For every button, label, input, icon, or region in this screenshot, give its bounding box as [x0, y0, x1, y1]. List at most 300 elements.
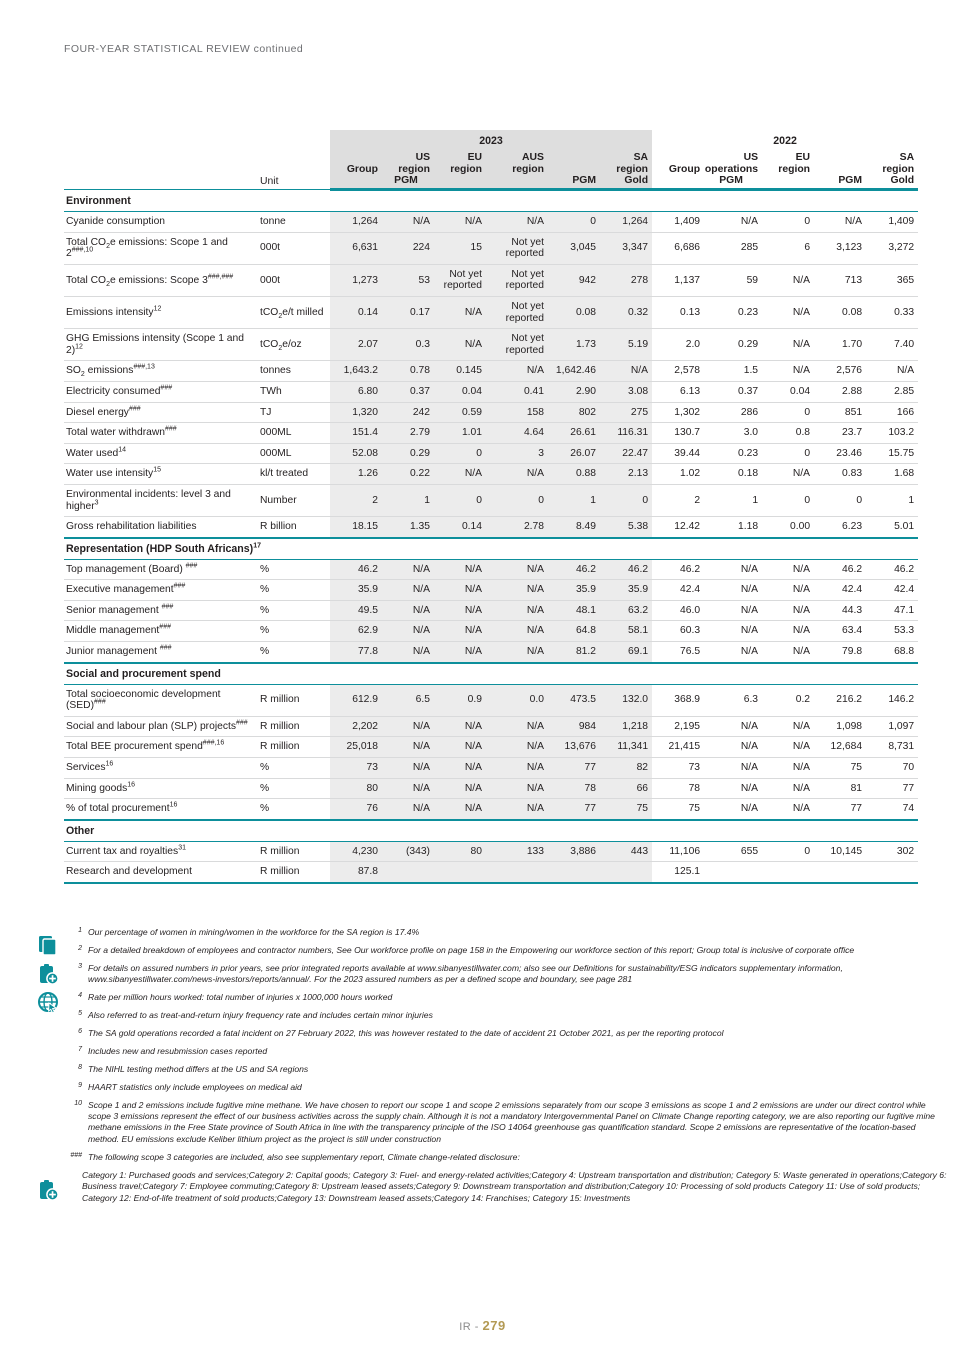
row-unit: 000ML [258, 423, 330, 444]
row-label: Middle management### [64, 621, 258, 642]
footnote-text: Our percentage of women in mining/women in the workforce for the SA region is 17.4% [88, 927, 420, 937]
table-cell: 132.0 [600, 684, 652, 716]
section-header-row [64, 663, 918, 685]
table-cell: 1.02 [652, 464, 704, 485]
row-unit: R million [258, 737, 330, 758]
row-label: GHG Emissions intensity (Scope 1 and 2)$^{12}$ [64, 329, 258, 361]
table-cell: 23.46 [814, 443, 866, 464]
table-cell [762, 862, 814, 883]
table-cell: N/A [382, 600, 434, 621]
table-cell: 23.7 [814, 423, 866, 444]
table-cell: 302 [866, 841, 918, 862]
row-label: Total $CO_2e$ emissions: Scope 1 and $2^{\#\#\#,10}$ [64, 232, 258, 264]
table-row [64, 862, 918, 883]
table-row [64, 402, 918, 423]
table-cell: N/A [486, 778, 548, 799]
table-cell: 6.23 [814, 517, 866, 538]
table-cell: 52.08 [330, 443, 382, 464]
table-cell: N/A [762, 464, 814, 485]
table-cell: 53.3 [866, 621, 918, 642]
table-cell: N/A [382, 580, 434, 601]
table-cell [866, 862, 918, 883]
table-cell: 78 [548, 778, 600, 799]
table-cell: 286 [704, 402, 762, 423]
sub-2023-pgm-left: PGM [382, 175, 434, 190]
scope3-categories-note: Category 1: Purchased goods and services;Category 2: Capital goods; Category 3: Fuel- and energy-related activities;Category 4: Upstream transportation and distribution; Category 5: Waste generated in operations;Category 6: Business travel;Category 7: Employee commuting;Category 8: Upstream leased assets;Category 9: Downstream transportation and distribution;Category 10: Processing of sold products Category 11: Use of sold products; Category 12: End-of-life treatment of sold products;Category 13: Downstream leased assets;Category 14: Franchises; Category 15: Investments [82, 1169, 947, 1203]
table-cell: 1,137 [652, 264, 704, 296]
table-cell: 1 [382, 484, 434, 516]
table-cell: 166 [866, 402, 918, 423]
row-label: Total $CO_2e$ emissions: Scope 3###,### [64, 264, 258, 296]
footnote-marker: 10 [74, 1099, 82, 1107]
footnote-marker: 1 [78, 927, 82, 934]
table-cell: N/A [382, 621, 434, 642]
table-cell: 0 [548, 212, 600, 233]
table-row [64, 212, 918, 233]
table-cell: N/A [704, 716, 762, 737]
row-label: Services$^{16}$ [64, 758, 258, 779]
table-cell [548, 862, 600, 883]
header-region-row [64, 152, 918, 175]
row-label: Cyanide consumption [64, 212, 258, 233]
sub-2022-pgm-left: PGM [704, 175, 762, 190]
table-cell: 0.3 [382, 329, 434, 361]
footnote-marker: 8 [78, 1063, 82, 1071]
row-unit: % [258, 778, 330, 799]
table-cell: 53 [382, 264, 434, 296]
table-cell: 1 [866, 484, 918, 516]
table-cell: 77.8 [330, 642, 382, 663]
table-cell [434, 862, 486, 883]
table-cell: Not yet reported [486, 329, 548, 361]
spacer-cell [486, 175, 548, 190]
table-cell: 0.22 [382, 464, 434, 485]
table-cell: 0.23 [704, 296, 762, 328]
running-header: FOUR-YEAR STATISTICAL REVIEW continued [64, 43, 304, 55]
table-cell: N/A [814, 212, 866, 233]
table-cell: 6,631 [330, 232, 382, 264]
table-cell: 15.75 [866, 443, 918, 464]
table-cell: 2 [652, 484, 704, 516]
table-cell: N/A [382, 778, 434, 799]
row-unit: tonnes [258, 361, 330, 382]
table-cell: N/A [486, 758, 548, 779]
table-row [64, 232, 918, 264]
table-cell: N/A [486, 580, 548, 601]
table-row [64, 443, 918, 464]
table-cell: 1,264 [330, 212, 382, 233]
table-cell: 46.0 [652, 600, 704, 621]
table-cell: 75 [814, 758, 866, 779]
globe-cursor-icon [36, 990, 62, 1016]
table-cell: 49.5 [330, 600, 382, 621]
table-cell: 87.8 [330, 862, 382, 883]
footnote-text: Rate per million hours worked: total number of injuries x 1000,000 hours worked [88, 992, 393, 1003]
table-cell: 6 [762, 232, 814, 264]
table-cell: 46.2 [548, 559, 600, 580]
table-cell: N/A [434, 296, 486, 328]
sub-2023-pgm-sa: PGM [548, 175, 600, 190]
table-cell [600, 862, 652, 883]
table-cell: 0 [762, 841, 814, 862]
table-cell: 984 [548, 716, 600, 737]
col-2022-group: Group [668, 163, 701, 175]
table-cell [486, 862, 548, 883]
table-row [64, 381, 918, 402]
row-unit: kl/t treated [258, 464, 330, 485]
table-cell: 26.61 [548, 423, 600, 444]
footnote-marker: 3 [78, 962, 82, 970]
table-cell: 42.4 [866, 580, 918, 601]
section-title: Representation (HDP South Africans)$^{17}$ [64, 538, 918, 560]
footnote [64, 1152, 948, 1163]
table-cell: N/A [762, 559, 814, 580]
table-row [64, 580, 918, 601]
table-cell: 0.04 [762, 381, 814, 402]
spacer-cell [64, 175, 258, 190]
row-unit: tonne [258, 212, 330, 233]
footnote-marker: 2 [78, 944, 82, 952]
table-cell: 6.13 [652, 381, 704, 402]
table-cell: N/A [434, 758, 486, 779]
row-unit: 000t [258, 264, 330, 296]
table-row [64, 758, 918, 779]
table-cell: 2.88 [814, 381, 866, 402]
row-label: Top management (Board) ### [64, 559, 258, 580]
sub-2022-gold-sa: Gold [866, 175, 918, 190]
page-footer [0, 1318, 965, 1333]
footnote [64, 1082, 948, 1093]
row-label: Social and labour plan (SLP) projects### [64, 716, 258, 737]
footer-page-number: 279 [482, 1318, 506, 1333]
table-cell: 802 [548, 402, 600, 423]
table-cell: 63.2 [600, 600, 652, 621]
table-cell: N/A [704, 559, 762, 580]
col-2022-us-operations: US operations [704, 152, 759, 175]
table-cell: 5.19 [600, 329, 652, 361]
footnote [64, 927, 948, 938]
clipboard-plus-icon-2 [36, 1178, 62, 1204]
table-cell: N/A [704, 600, 762, 621]
table-cell: 2,576 [814, 361, 866, 382]
row-unit: 000ML [258, 443, 330, 464]
table-cell: N/A [704, 212, 762, 233]
section-header-row [64, 820, 918, 842]
spacer-cell [258, 152, 330, 175]
row-unit: R million [258, 841, 330, 862]
table-cell [382, 862, 434, 883]
spacer-cell [762, 175, 814, 190]
row-label: Executive management### [64, 580, 258, 601]
table-cell: N/A [600, 361, 652, 382]
table-cell: 3,347 [600, 232, 652, 264]
table-cell: 77 [548, 799, 600, 820]
table-cell: 216.2 [814, 684, 866, 716]
row-unit: % [258, 799, 330, 820]
footnote [64, 945, 948, 956]
spacer-cell [330, 175, 382, 190]
row-label: Gross rehabilitation liabilities [64, 517, 258, 538]
table-cell: 0.88 [548, 464, 600, 485]
table-row [64, 684, 918, 716]
table-cell: 2,202 [330, 716, 382, 737]
table-cell: 151.4 [330, 423, 382, 444]
table-cell: 2.79 [382, 423, 434, 444]
table-row [64, 737, 918, 758]
table-cell: N/A [762, 716, 814, 737]
table-cell: N/A [434, 778, 486, 799]
table-cell: 0.0 [486, 684, 548, 716]
table-cell: 82 [600, 758, 652, 779]
table-cell: 158 [486, 402, 548, 423]
table-cell: N/A [486, 716, 548, 737]
footnote [64, 992, 948, 1003]
row-unit: Number [258, 484, 330, 516]
table-row [64, 621, 918, 642]
table-cell: 1 [704, 484, 762, 516]
table-cell: 13,676 [548, 737, 600, 758]
table-cell: 0.08 [548, 296, 600, 328]
header-sub-row [64, 175, 918, 190]
table-cell: 443 [600, 841, 652, 862]
table-cell: N/A [434, 799, 486, 820]
table-cell: N/A [434, 600, 486, 621]
table-cell: 76.5 [652, 642, 704, 663]
footnote [64, 1028, 948, 1039]
table-cell: 0.9 [434, 684, 486, 716]
table-cell: N/A [382, 716, 434, 737]
table-cell: 39.44 [652, 443, 704, 464]
table-cell: 0.14 [434, 517, 486, 538]
table-cell: 0 [434, 443, 486, 464]
table-cell: 0.17 [382, 296, 434, 328]
table-row [64, 361, 918, 382]
row-unit: R million [258, 684, 330, 716]
row-label: Electricity consumed### [64, 381, 258, 402]
table-cell: 2.85 [866, 381, 918, 402]
table-cell: 18.15 [330, 517, 382, 538]
table-cell: 2,578 [652, 361, 704, 382]
row-label: Water used$^{14}$ [64, 443, 258, 464]
footnote [64, 1064, 948, 1075]
table-cell: 3,272 [866, 232, 918, 264]
table-cell: Not yet reported [486, 296, 548, 328]
footnote-text: Scope 1 and 2 emissions include fugitive mine methane. We have chosen to report our scope 1 and scope 2 emissions separately from our scope 3 emissions as scope 1 and 2 emissions are under our direct control while scope 3 emissions represent the effect of our business activities across the supply chain. Although it is not a mandatory Intergovernmental Panel on Climate Change reporting category, we are also reporting our fugitive mine methane emissions in the Free State province of South Africa in line with the transparency principle of the ISO 14064 greenhouse gas quantification standard. Scope 2 emissions are representative of the location-based method. EU emissions exclude Keliber lithium project as the project is still under construction [88, 1099, 935, 1144]
table-cell: 48.1 [548, 600, 600, 621]
table-cell: N/A [762, 799, 814, 820]
year-2023-header: 2023 [330, 130, 652, 152]
footnote-text: For details on assured numbers in prior years, see prior integrated reports available at www.sibanyestillwater.com; also see our Definitions for sustainability/ESG indicators supplementary information, www.sibanyestillwater.com/news-investors/reports/annual/. For the 2023 assured numbers as per a defined scope and boundary, see page 281 [88, 962, 843, 985]
table-cell: 1,643.2 [330, 361, 382, 382]
table-cell: 0 [762, 402, 814, 423]
table-cell: 79.8 [814, 642, 866, 663]
table-cell: N/A [486, 737, 548, 758]
table-cell: 6.3 [704, 684, 762, 716]
table-cell: 0.13 [652, 296, 704, 328]
table-cell: 6.80 [330, 381, 382, 402]
table-cell: 35.9 [330, 580, 382, 601]
table-cell: 35.9 [600, 580, 652, 601]
table-cell: 1,409 [652, 212, 704, 233]
row-unit: % [258, 600, 330, 621]
sub-2022-pgm-sa: PGM [814, 175, 866, 190]
table-cell: 0.04 [434, 381, 486, 402]
table-row [64, 423, 918, 444]
table-cell: N/A [762, 580, 814, 601]
spacer-cell [258, 130, 330, 152]
table-cell: 73 [652, 758, 704, 779]
table-cell: 0 [762, 443, 814, 464]
table-cell: 1,642.46 [548, 361, 600, 382]
table-cell: 146.2 [866, 684, 918, 716]
table-cell: 74 [866, 799, 918, 820]
row-unit: R billion [258, 517, 330, 538]
table-cell: 11,341 [600, 737, 652, 758]
spacer-cell [434, 175, 486, 190]
section-title: Other [64, 820, 918, 842]
table-cell: N/A [762, 264, 814, 296]
table-cell: N/A [434, 716, 486, 737]
table-cell: 0.32 [600, 296, 652, 328]
table-cell: 0.41 [486, 381, 548, 402]
table-cell: N/A [434, 642, 486, 663]
table-cell: 0.37 [382, 381, 434, 402]
table-cell: 12.42 [652, 517, 704, 538]
table-cell: 2.13 [600, 464, 652, 485]
table-cell: 6.5 [382, 684, 434, 716]
table-cell: 1.73 [548, 329, 600, 361]
table-cell: 3,123 [814, 232, 866, 264]
table-cell: N/A [486, 361, 548, 382]
spacer-cell [548, 152, 600, 175]
table-cell: 58.1 [600, 621, 652, 642]
col-2022-sa-region: SA region [882, 152, 915, 175]
col-2023-group: Group [330, 152, 382, 175]
table-cell: 0.23 [704, 443, 762, 464]
row-label: Diesel energy### [64, 402, 258, 423]
table-cell: N/A [704, 778, 762, 799]
year-2022-header: 2022 [652, 130, 918, 152]
table-cell: 80 [434, 841, 486, 862]
table-cell: 116.31 [600, 423, 652, 444]
table-cell: 275 [600, 402, 652, 423]
table-cell: 1,218 [600, 716, 652, 737]
spacer-cell [652, 175, 704, 190]
table-cell: N/A [486, 559, 548, 580]
table-cell: N/A [762, 296, 814, 328]
table-cell: 0.59 [434, 402, 486, 423]
table-cell: N/A [866, 361, 918, 382]
spacer-cell [814, 152, 866, 175]
table-cell: 3,886 [548, 841, 600, 862]
clipboard-plus-icon [36, 962, 62, 988]
table-cell: 0.29 [704, 329, 762, 361]
table-cell: 655 [704, 841, 762, 862]
table-cell: 3 [486, 443, 548, 464]
table-row [64, 559, 918, 580]
row-unit: % [258, 642, 330, 663]
table-cell: 2.07 [330, 329, 382, 361]
table-cell: N/A [762, 778, 814, 799]
table-cell: 1,302 [652, 402, 704, 423]
table-cell: 80 [330, 778, 382, 799]
section-header-row [64, 538, 918, 560]
row-label: Water use intensity$^{15}$ [64, 464, 258, 485]
table-cell: N/A [704, 621, 762, 642]
table-cell: 3.0 [704, 423, 762, 444]
row-label: Research and development [64, 862, 258, 883]
table-cell: 15 [434, 232, 486, 264]
table-cell: 1.35 [382, 517, 434, 538]
table-cell: N/A [486, 799, 548, 820]
table-cell: 6,686 [652, 232, 704, 264]
statistical-table-wrapper [64, 130, 915, 884]
table-cell: 68.8 [866, 642, 918, 663]
table-cell: N/A [382, 212, 434, 233]
table-row [64, 642, 918, 663]
table-cell: 78 [652, 778, 704, 799]
row-unit: R million [258, 716, 330, 737]
table-cell: 0.33 [866, 296, 918, 328]
table-cell: 22.47 [600, 443, 652, 464]
table-row [64, 484, 918, 516]
row-unit: 000t [258, 232, 330, 264]
table-cell: 42.4 [652, 580, 704, 601]
section-header-row [64, 190, 918, 212]
table-cell: 47.1 [866, 600, 918, 621]
table-cell: N/A [382, 799, 434, 820]
row-unit: % [258, 621, 330, 642]
table-cell [814, 862, 866, 883]
row-label: Junior management ### [64, 642, 258, 663]
table-cell: 62.9 [330, 621, 382, 642]
table-cell: 130.7 [652, 423, 704, 444]
table-cell: N/A [382, 559, 434, 580]
table-cell: N/A [704, 737, 762, 758]
table-cell: 7.40 [866, 329, 918, 361]
row-label: Total socioeconomic development (SED)### [64, 684, 258, 716]
table-cell: 42.4 [814, 580, 866, 601]
table-cell: 69.1 [600, 642, 652, 663]
table-cell: 25,018 [330, 737, 382, 758]
table-row [64, 841, 918, 862]
table-row [64, 799, 918, 820]
table-cell: 8.49 [548, 517, 600, 538]
footnote-marker: 5 [78, 1010, 82, 1018]
table-cell: 64.8 [548, 621, 600, 642]
col-2023-eu-region: EU region [434, 152, 486, 175]
table-cell: 10,145 [814, 841, 866, 862]
table-cell: 368.9 [652, 684, 704, 716]
row-label: Emissions intensity$^{12}$ [64, 296, 258, 328]
table-cell: 4.64 [486, 423, 548, 444]
table-cell: 2 [330, 484, 382, 516]
row-unit: tCO$_2$e/t milled [258, 296, 330, 328]
row-unit: % [258, 758, 330, 779]
footnote-text: The NIHL testing method differs at the US and SA regions [88, 1063, 309, 1074]
table-cell: 4,230 [330, 841, 382, 862]
table-cell: N/A [762, 621, 814, 642]
table-cell: 75 [600, 799, 652, 820]
table-cell: 1.18 [704, 517, 762, 538]
table-cell: 133 [486, 841, 548, 862]
table-cell: 103.2 [866, 423, 918, 444]
col-2022-eu-region: EU region [778, 152, 811, 175]
table-cell [704, 862, 762, 883]
table-cell: 1,098 [814, 716, 866, 737]
table-cell: 0.83 [814, 464, 866, 485]
table-cell: N/A [382, 758, 434, 779]
